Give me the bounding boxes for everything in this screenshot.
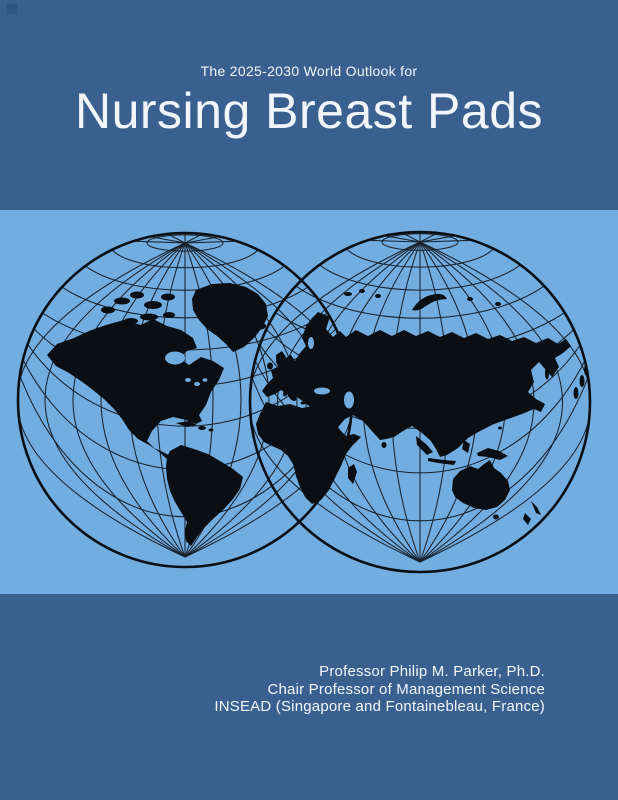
- author-credits: [214, 663, 545, 716]
- author-affiliation: INSEAD (Singapore and Fontainebleau, France): [214, 698, 545, 716]
- page-title: Nursing Breast Pads: [74, 83, 544, 139]
- series-line: The 2025-2030 World Outlook for: [200, 63, 418, 79]
- author-name: Professor Philip M. Parker, Ph.D.: [319, 663, 545, 680]
- author-role: Chair Professor of Management Science: [267, 680, 545, 698]
